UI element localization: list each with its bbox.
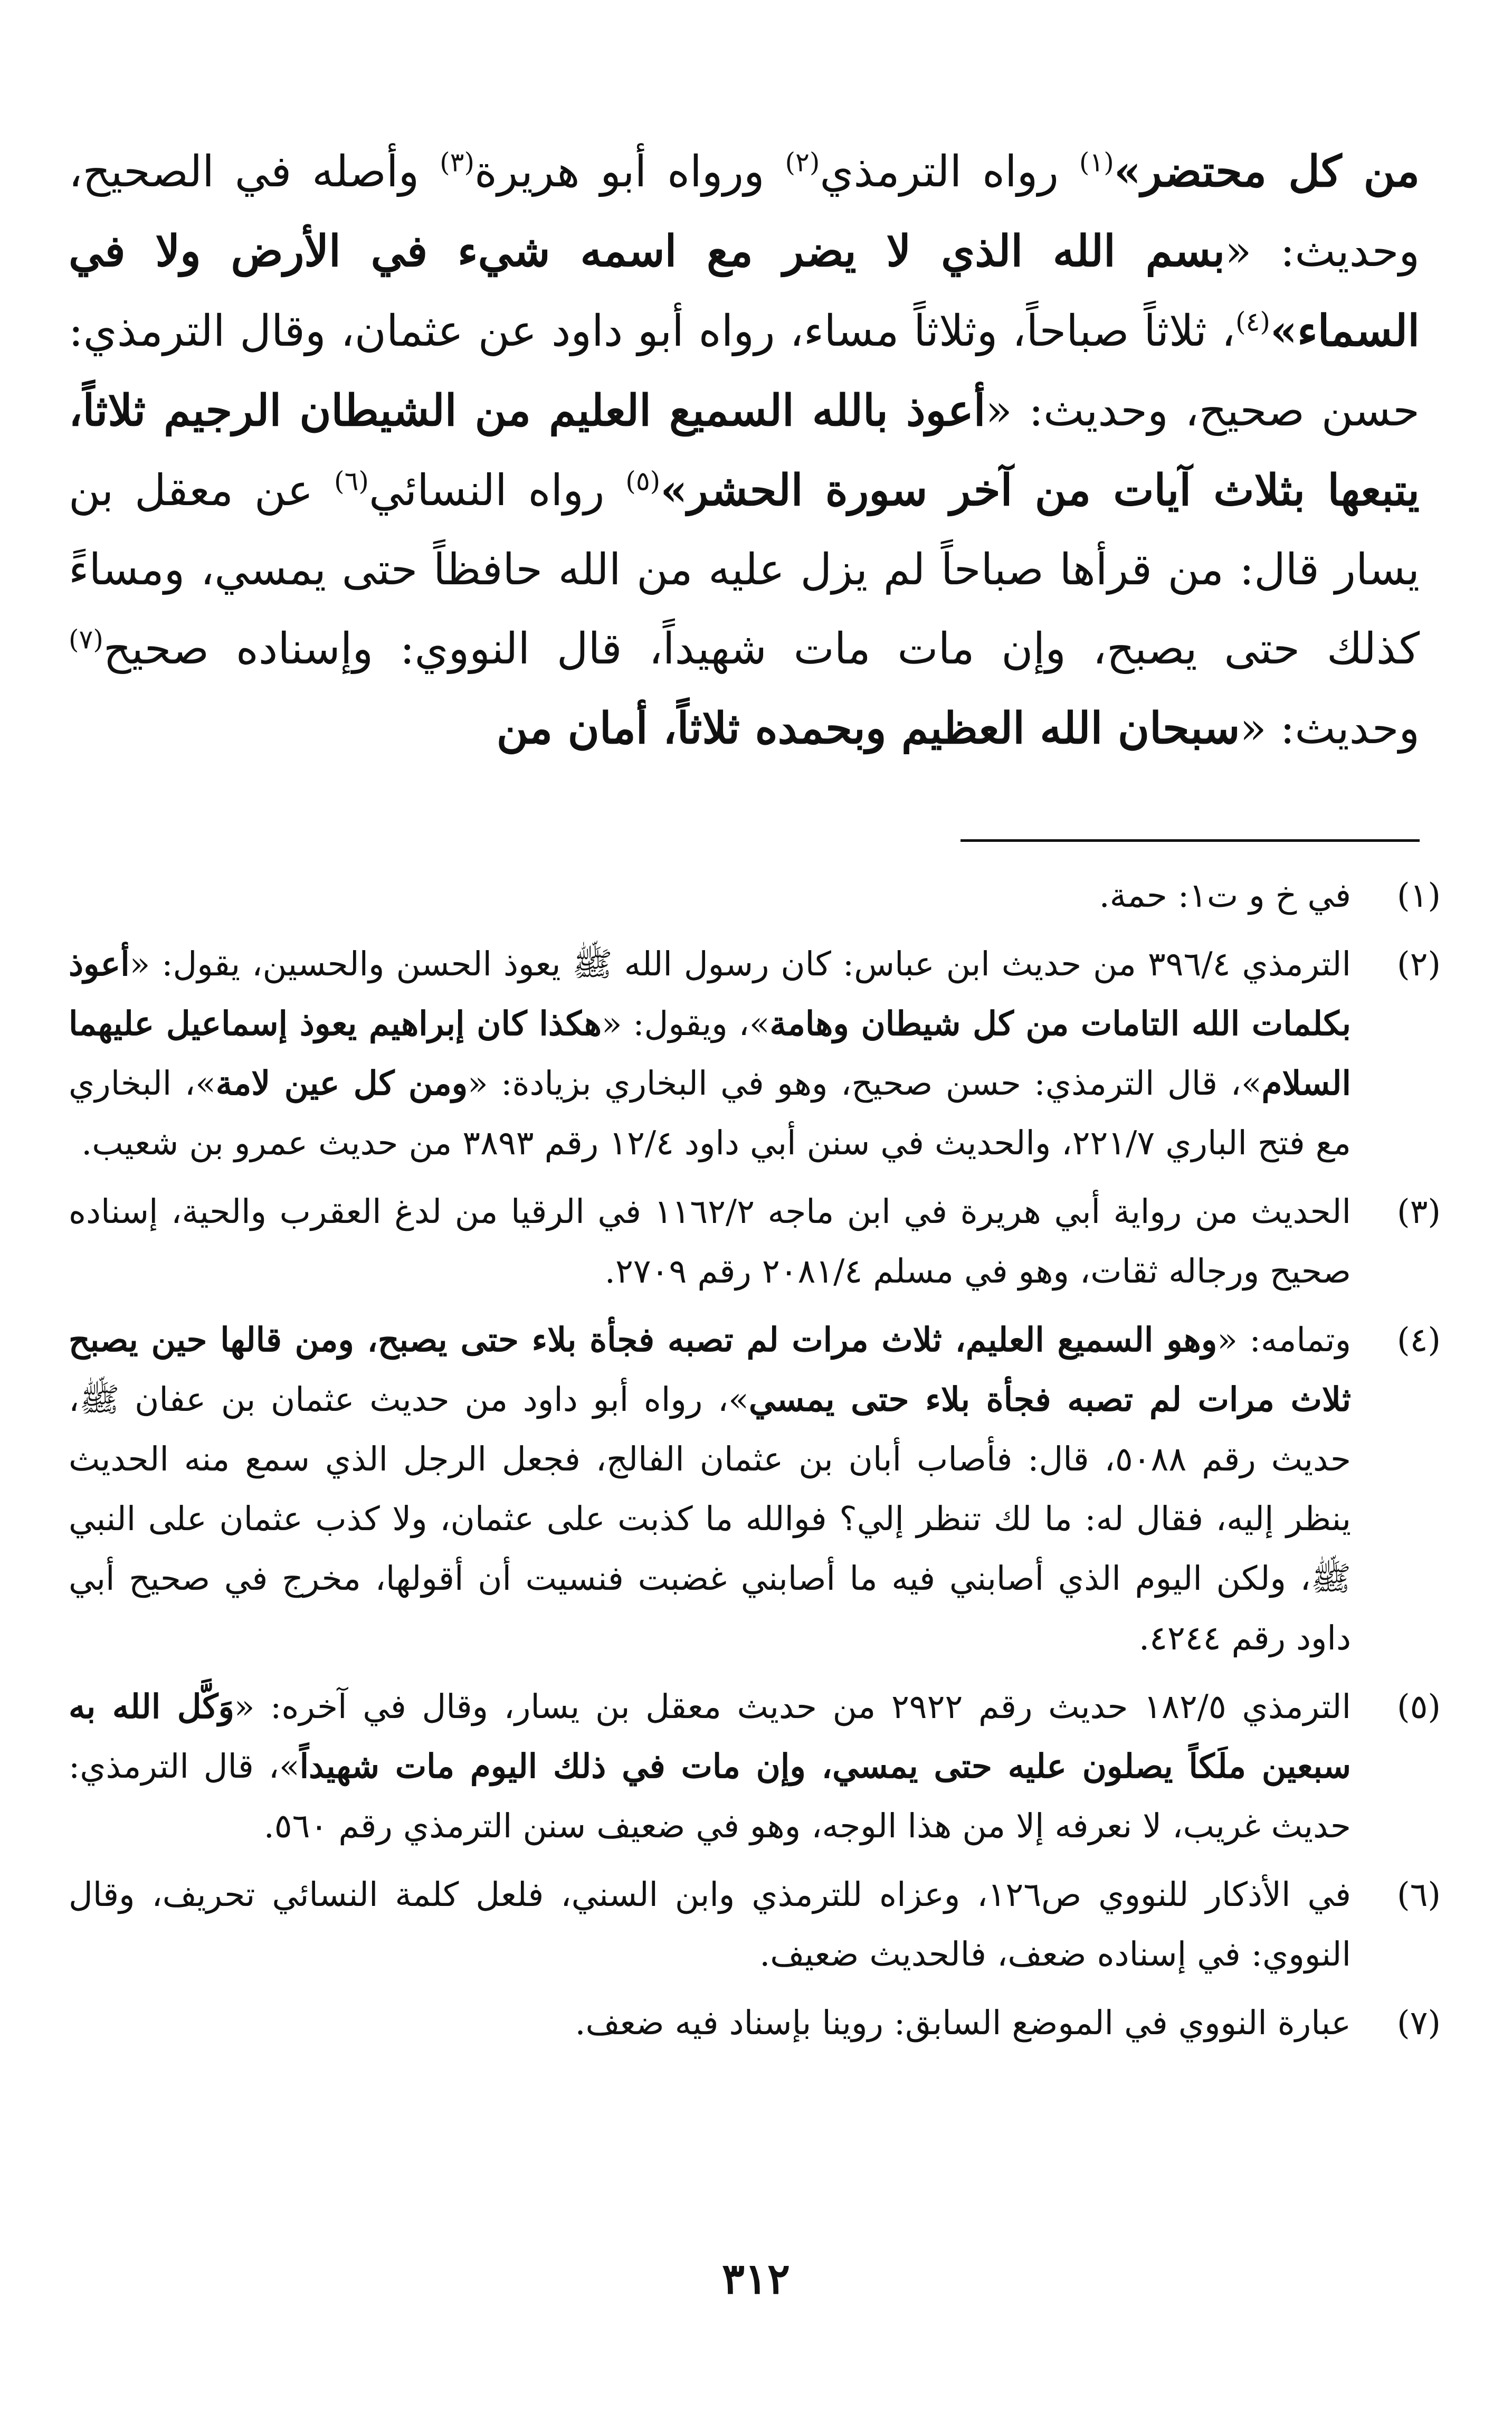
hadith-text: وهو السميع العليم، ثلاث مرات لم تصبه فجأة بلاء حتى يصبح، ومن قالها حين يصبح ثلاث مرات لم تصبه فجأة بلاء حتى يمسي [69,1320,1351,1419]
footnote-ref: (٤) [1235,306,1270,337]
text-run: رواه الترمذي [820,147,1079,197]
footnotes [69,866,1441,2062]
hadith-text: ومن كل عين لامة [215,1064,468,1103]
text-run: وحديث: « [1240,704,1420,754]
footnote-ref: (٦) [334,466,369,497]
footnote-number: (٧) [1396,2004,1441,2042]
page-number: ٣١٢ [722,2254,790,2303]
footnote-6 [69,1865,1441,1984]
footnote-divider [961,839,1420,842]
text-run: رواه النسائي [368,466,626,516]
text-run: ورواه أبو هريرة [474,147,785,197]
footnote-text: عبارة النووي في الموضع السابق: روينا بإسناد فيه ضعف. [575,2004,1351,2042]
footnote-ref: (٥) [625,466,661,497]
footnote-number: (٦) [1396,1875,1441,1914]
footnote-3 [69,1182,1441,1301]
footnote-ref: (٧) [69,624,103,655]
text-run: عن معقل بن يسار قال: من قرأها صباحاً لم يزل عليه من الله حافظاً حتى يمسي، ومساءً كذلك حتى يصبح، وإن مات مات شهيداً، قال النووي: وإسناده صحيح [69,466,1420,674]
footnote-number: (١) [1396,876,1441,915]
hadith-text: سبحان الله العظيم وبحمده ثلاثاً، أمان من [496,703,1240,754]
hadith-text: أعوذ بكلمات الله التامات من كل شيطان وهامة [69,944,1352,1043]
footnote-text: الترمذي ٣٩٦/٤ من حديث ابن عباس: كان رسول الله ﷺ يعوذ الحسن والحسين، يقول: «أعوذ بكلمات الله التامات من كل شيطان وهامة»، ويقول: «هكذا كان إبراهيم يعوذ إسماعيل عليهما السلام»، قال الترمذي: حسن صحيح، وهو في البخاري بزيادة: «ومن كل عين لامة»، البخاري مع فتح الباري ٢٢١/٧، والحديث في سنن أبي داود ١٢/٤ رقم ٣٨٩٣ من حديث عمرو بن شعيب. [69,944,1352,1162]
footnote-number: (٤) [1396,1321,1441,1359]
footnote-text: في الأذكار للنووي ص١٢٦، وعزاه للترمذي وابن السني، فلعل كلمة النسائي تحريف، وقال النووي: في إسناده ضعف، فالحديث ضعيف. [69,1875,1351,1973]
footnote-number: (٥) [1396,1687,1441,1726]
hadith-text: أعوذ بالله السميع العليم من الشيطان الرجيم ثلاثاً، يتبعها بثلاث آيات من آخر سورة الحشر» [69,385,1420,516]
hadith-text: بسم الله الذي لا يضر مع اسمه شيء في الأرض ولا في السماء» [69,226,1420,356]
footnote-text: الترمذي ١٨٢/٥ حديث رقم ٢٩٢٢ من حديث معقل بن يسار، وقال في آخره: «وَكَّل الله به سبعين ملَكاً يصلون عليه حتى يمسي، وإن مات في ذلك اليوم مات شهيداً»، قال الترمذي: حديث غريب، لا نعرفه إلا من هذا الوجه، وهو في ضعيف سنن الترمذي رقم ٥٦٠. [69,1687,1352,1845]
footnote-2 [69,934,1441,1173]
footnote-number: (٢) [1396,945,1441,983]
hadith-text: هكذا كان إبراهيم يعوذ إسماعيل عليهما السلام [69,1004,1351,1103]
text-run: ، ثلاثاً صباحاً، وثلاثاً مساء، رواه أبو داود عن عثمان، وقال الترمذي: حسن صحيح، وحديث: « [69,306,1420,436]
hadith-text: وَكَّل الله به سبعين ملَكاً يصلون عليه حتى يمسي، وإن مات في ذلك اليوم مات شهيداً [69,1687,1351,1786]
footnote-text: الحديث من رواية أبي هريرة في ابن ماجه ١١٦٢/٢ في الرقيا من لدغ العقرب والحية، إسناده صحيح ورجاله ثقات، وهو في مسلم ٢٠٨١/٤ رقم ٢٧٠٩. [69,1192,1351,1291]
footnote-ref: (٢) [785,147,820,178]
footnote-ref: (١) [1079,147,1114,178]
footnote-text: في خ و ت١: حمة. [1099,876,1351,915]
footnote-5 [69,1677,1441,1856]
footnote-7 [69,1993,1441,2053]
text-run: وأصله في الصحيح، وحديث: « [69,147,1420,277]
footnote-text: وتمامه: «وهو السميع العليم، ثلاث مرات لم تصبه فجأة بلاء حتى يصبح، ومن قالها حين يصبح ثلاث مرات لم تصبه فجأة بلاء حتى يمسي»، رواه أبو داود من حديث عثمان بن عفان ﷺ، حديث رقم ٥٠٨٨، قال: فأصاب أبان بن عثمان الفالج، فجعل الرجل الذي سمع منه الحديث ينظر إليه، فقال له: ما لك تنظر إلي؟ فوالله ما كذبت على عثمان، ولا كذب عثمان على النبي ﷺ، ولكن اليوم الذي أصابني فيه ما أصابني غضبت فنسيت أن أقولها، مخرج في صحيح أبي داود رقم ٤٢٤٤. [69,1320,1351,1657]
hadith-text: من كل محتضر» [1114,146,1420,197]
footnote-4 [69,1310,1441,1668]
footnote-1 [69,866,1441,925]
main-text [69,132,1420,768]
footnote-number: (٣) [1396,1192,1441,1231]
footnote-ref: (٣) [440,147,474,178]
main-paragraph [69,132,1420,768]
